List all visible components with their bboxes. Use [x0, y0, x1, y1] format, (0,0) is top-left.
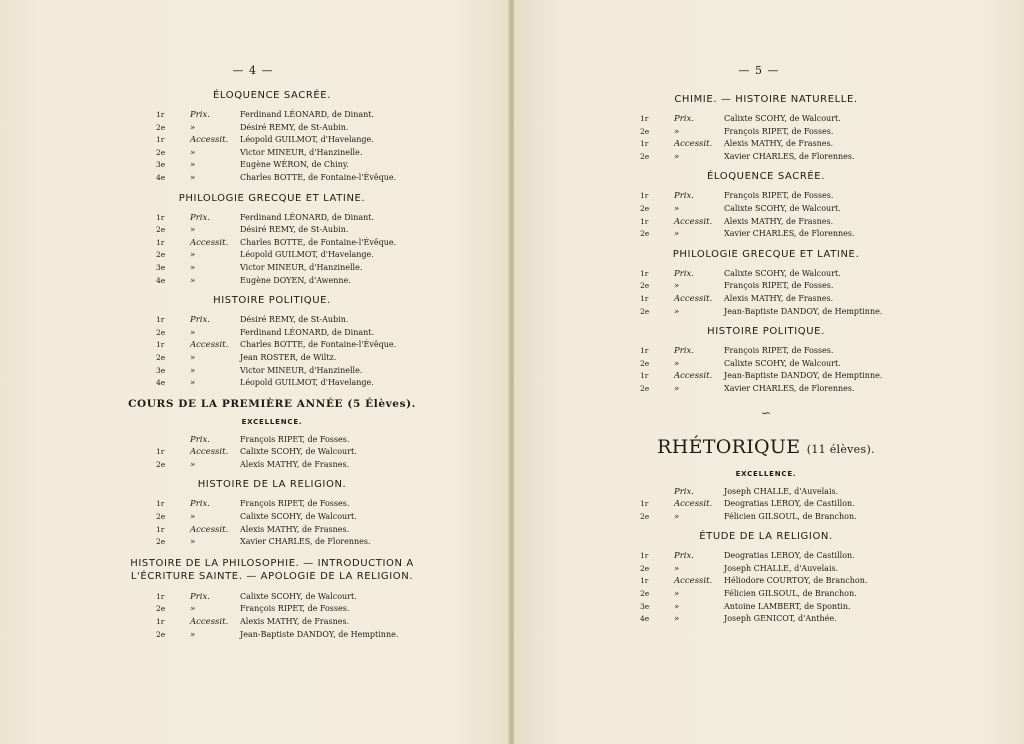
- award-entry: [636, 190, 896, 203]
- student-name: Calixte SCOHY, de Walcourt.: [240, 512, 357, 522]
- section-heading: HISTOIRE DE LA PHILOSOPHIE. — INTRODUCTION A L'ÉCRITURE SAINTE. — APOLOGIE DE LA RELIGION.: [130, 557, 414, 582]
- student-name: Ferdinand LÉONARD, de Dinant.: [240, 212, 375, 222]
- award-entry: [152, 249, 432, 262]
- student-name: Jean ROSTER, de Wiltz.: [240, 352, 337, 362]
- award-type: »: [674, 589, 680, 600]
- award-type: Prix.: [674, 551, 694, 562]
- award-entry: [152, 262, 432, 275]
- award-entry: [636, 498, 896, 511]
- section-heading: EXCELLENCE.: [735, 469, 797, 478]
- award-entry: [636, 138, 896, 151]
- award-rank: 2e: [156, 604, 166, 614]
- award-rank: 2e: [156, 327, 166, 337]
- award-type: Accessit.: [674, 139, 713, 150]
- award-entry: [152, 524, 432, 537]
- student-name: Calixte SCOHY, de Walcourt.: [724, 358, 841, 368]
- student-name: Léopold GUILMOT, d'Havelange.: [240, 135, 374, 145]
- award-entry: [636, 550, 896, 563]
- award-entry: [636, 306, 896, 319]
- award-type: »: [674, 151, 680, 162]
- award-type: Prix.: [674, 486, 694, 497]
- award-entry: [636, 293, 896, 306]
- award-type: »: [674, 203, 680, 214]
- award-entry: [152, 327, 432, 340]
- award-entry: [636, 601, 896, 614]
- section-heading: COURS DE LA PREMIÈRE ANNÉE (5 Élèves).: [128, 397, 416, 410]
- award-list: [636, 486, 896, 524]
- award-type: »: [190, 629, 196, 640]
- student-name: Eugène WÉRON, de Chiny.: [240, 160, 349, 170]
- section-heading: HISTOIRE POLITIQUE.: [213, 295, 331, 307]
- award-type: Prix.: [190, 434, 210, 445]
- student-name: Félicien GILSOUL, de Branchon.: [724, 589, 857, 599]
- student-name: Joseph GENICOT, d'Anthée.: [724, 614, 837, 624]
- award-rank: 2e: [156, 352, 166, 362]
- award-entry: [152, 237, 432, 250]
- award-rank: 1r: [156, 617, 165, 627]
- award-entry: [152, 536, 432, 549]
- award-rank: 1r: [640, 191, 649, 201]
- award-list: [152, 314, 432, 390]
- student-name: Alexis MATHY, de Frasnes.: [724, 139, 834, 149]
- award-entry: [636, 280, 896, 293]
- page-number: — 4 —: [232, 64, 274, 77]
- award-entry: [152, 109, 432, 122]
- award-entry: [152, 212, 432, 225]
- award-entry: [152, 591, 432, 604]
- award-entry: [636, 126, 896, 139]
- award-rank: 2e: [156, 512, 166, 522]
- award-rank: 4e: [156, 378, 166, 388]
- student-name: Joseph CHALLE, d'Auvelais.: [724, 563, 839, 573]
- award-entry: [152, 616, 432, 629]
- student-name: Calixte SCOHY, de Walcourt.: [240, 591, 357, 601]
- award-rank: 2e: [640, 358, 650, 368]
- award-rank: 3e: [156, 365, 166, 375]
- award-rank: 1r: [640, 499, 649, 509]
- student-name: Calixte SCOHY, de Walcourt.: [240, 447, 357, 457]
- student-name: François RIPET, de Fosses.: [724, 126, 834, 136]
- student-name: Désiré REMY, de St-Aubin.: [240, 225, 349, 235]
- award-entry: [636, 203, 896, 216]
- award-list: [152, 498, 432, 548]
- award-entry: [636, 486, 896, 499]
- award-entry: [636, 113, 896, 126]
- award-entry: [152, 159, 432, 172]
- award-type: Prix.: [190, 212, 210, 223]
- section-title: RHÉTORIQUE: [657, 435, 801, 458]
- student-name: Calixte SCOHY, de Walcourt.: [724, 268, 841, 278]
- award-rank: 1r: [640, 576, 649, 586]
- award-rank: 3e: [640, 601, 650, 611]
- award-type: »: [190, 327, 196, 338]
- award-list: [636, 113, 896, 163]
- award-entry: [636, 575, 896, 588]
- award-type: »: [190, 352, 196, 363]
- section-heading: PHILOLOGIE GRECQUE ET LATINE.: [178, 192, 366, 204]
- award-list: [636, 550, 896, 626]
- award-rank: 2e: [640, 281, 650, 291]
- award-type: Accessit.: [190, 237, 229, 248]
- award-type: »: [190, 275, 196, 286]
- award-type: »: [190, 250, 196, 261]
- award-list: [152, 434, 432, 472]
- student-name: Charles BOTTE, de Fontaine-l'Évêque.: [240, 340, 397, 350]
- award-rank: 1r: [640, 346, 649, 356]
- award-list: [636, 268, 896, 318]
- right-page-content: [636, 90, 896, 634]
- award-type: Accessit.: [190, 617, 229, 628]
- award-entry: [636, 268, 896, 281]
- award-rank: 2e: [640, 589, 650, 599]
- student-name: Jean-Baptiste DANDOY, de Hemptinne.: [240, 629, 399, 639]
- award-rank: 1r: [640, 268, 649, 278]
- award-type: »: [190, 262, 196, 273]
- student-name: François RIPET, de Fosses.: [724, 281, 834, 291]
- student-name: Victor MINEUR, d'Hanzinelle.: [240, 147, 363, 157]
- award-rank: 1r: [156, 237, 165, 247]
- award-type: »: [674, 563, 680, 574]
- student-name: Alexis MATHY, de Frasnes.: [240, 459, 350, 469]
- award-entry: [152, 446, 432, 459]
- student-name: Alexis MATHY, de Frasnes.: [724, 216, 834, 226]
- award-type: Prix.: [674, 346, 694, 357]
- student-name: Calixte SCOHY, de Walcourt.: [724, 203, 841, 213]
- award-entry: [152, 511, 432, 524]
- award-list: [636, 190, 896, 240]
- award-type: »: [674, 306, 680, 317]
- award-type: »: [190, 604, 196, 615]
- award-rank: 2e: [640, 229, 650, 239]
- award-entry: [636, 370, 896, 383]
- award-rank: 2e: [156, 537, 166, 547]
- award-rank: 1r: [156, 591, 165, 601]
- left-page-content: [112, 86, 432, 649]
- award-rank: 2e: [156, 629, 166, 639]
- section-heading: [636, 436, 896, 458]
- student-name: Léopold GUILMOT, d'Havelange.: [240, 378, 374, 388]
- student-name: Eugène DOYEN, d'Awenne.: [240, 275, 351, 285]
- student-name: Deogratias LEROY, de Castillon.: [724, 551, 855, 561]
- award-type: Accessit.: [674, 371, 713, 382]
- award-entry: [636, 511, 896, 524]
- award-entry: [152, 459, 432, 472]
- award-type: »: [190, 225, 196, 236]
- award-type: »: [190, 160, 196, 171]
- award-rank: 3e: [156, 160, 166, 170]
- student-name: Alexis MATHY, de Frasnes.: [240, 617, 350, 627]
- award-entry: [152, 275, 432, 288]
- award-type: »: [190, 365, 196, 376]
- student-name: Héliodore COURTOY, de Branchon.: [724, 576, 868, 586]
- award-list: [636, 345, 896, 395]
- award-entry: [636, 563, 896, 576]
- award-entry: [152, 122, 432, 135]
- student-name: Calixte SCOHY, de Walcourt.: [724, 114, 841, 123]
- award-rank: 2e: [156, 122, 166, 132]
- award-rank: 2e: [640, 383, 650, 393]
- award-type: »: [190, 537, 196, 548]
- award-rank: 4e: [156, 275, 166, 285]
- award-entry: [152, 629, 432, 642]
- award-type: Prix.: [674, 114, 694, 124]
- award-entry: [636, 151, 896, 164]
- award-type: Accessit.: [674, 216, 713, 227]
- award-type: Accessit.: [674, 499, 713, 510]
- student-name: Charles BOTTE, de Fontaine-l'Évêque.: [240, 172, 397, 182]
- award-entry: [152, 134, 432, 147]
- award-type: Accessit.: [674, 576, 713, 587]
- award-type: »: [674, 383, 680, 394]
- award-entry: [636, 345, 896, 358]
- award-rank: 1r: [640, 216, 649, 226]
- award-type: Prix.: [674, 191, 694, 202]
- student-name: Jean-Baptiste DANDOY, de Hemptinne.: [724, 371, 883, 381]
- award-type: Accessit.: [190, 340, 229, 351]
- award-rank: 1r: [156, 340, 165, 350]
- award-list: [152, 591, 432, 641]
- award-entry: [152, 314, 432, 327]
- award-rank: 1r: [156, 499, 165, 509]
- award-rank: 1r: [156, 212, 165, 222]
- student-name: Joseph CHALLE, d'Auvelais.: [724, 486, 839, 496]
- award-type: Prix.: [190, 110, 210, 120]
- page-number: — 5 —: [738, 64, 780, 77]
- student-name: Xavier CHARLES, de Florennes.: [724, 151, 855, 161]
- student-name: Félicien GILSOUL, de Branchon.: [724, 511, 857, 521]
- award-entry: [152, 603, 432, 616]
- award-rank: 2e: [156, 459, 166, 469]
- award-type: »: [190, 459, 196, 470]
- award-type: »: [190, 172, 196, 183]
- award-type: Accessit.: [190, 135, 229, 146]
- student-name: François RIPET, de Fosses.: [240, 499, 350, 509]
- student-name: Xavier CHARLES, de Florennes.: [724, 229, 855, 239]
- award-rank: 4e: [640, 614, 650, 624]
- award-rank: 1r: [156, 524, 165, 534]
- student-name: Jean-Baptiste DANDOY, de Hemptinne.: [724, 306, 883, 316]
- award-rank: 2e: [640, 563, 650, 573]
- award-type: »: [190, 378, 196, 389]
- award-rank: 1r: [640, 114, 649, 123]
- award-type: Accessit.: [674, 293, 713, 304]
- award-entry: [152, 365, 432, 378]
- award-entry: [636, 228, 896, 241]
- section-subtitle: (11 élèves).: [806, 442, 875, 456]
- award-rank: 2e: [640, 151, 650, 161]
- student-name: Désiré REMY, de St-Aubin.: [240, 122, 349, 132]
- student-name: François RIPET, de Fosses.: [240, 604, 350, 614]
- award-rank: 2e: [640, 511, 650, 521]
- section-heading: ÉTUDE DE LA RELIGION.: [699, 531, 833, 543]
- award-type: Accessit.: [190, 524, 229, 535]
- award-type: Prix.: [674, 268, 694, 279]
- award-rank: 4e: [156, 172, 166, 182]
- award-rank: 2e: [640, 203, 650, 213]
- award-rank: 2e: [156, 147, 166, 157]
- student-name: Xavier CHARLES, de Florennes.: [240, 537, 371, 547]
- student-name: Léopold GUILMOT, d'Havelange.: [240, 250, 374, 260]
- award-type: »: [674, 281, 680, 292]
- section-heading: ÉLOQUENCE SACRÉE.: [706, 171, 826, 183]
- award-entry: [152, 498, 432, 511]
- award-type: »: [674, 126, 680, 137]
- award-entry: [152, 339, 432, 352]
- award-type: Prix.: [190, 499, 210, 510]
- award-entry: [636, 588, 896, 601]
- award-rank: 2e: [640, 306, 650, 316]
- award-rank: 1r: [640, 551, 649, 561]
- student-name: Victor MINEUR, d'Hanzinelle.: [240, 365, 363, 375]
- student-name: François RIPET, de Fosses.: [240, 434, 350, 444]
- section-heading: HISTOIRE POLITIQUE.: [707, 326, 825, 338]
- student-name: Alexis MATHY, de Frasnes.: [240, 524, 350, 534]
- student-name: Désiré REMY, de St-Aubin.: [240, 315, 349, 325]
- award-entry: [152, 172, 432, 185]
- section-heading: ÉLOQUENCE SACRÉE.: [212, 90, 332, 101]
- student-name: Antoine LAMBERT, de Spontin.: [724, 601, 851, 611]
- section-heading: PHILOLOGIE GRECQUE ET LATINE.: [672, 248, 860, 260]
- award-entry: [152, 352, 432, 365]
- award-entry: [636, 358, 896, 371]
- student-name: Deogratias LEROY, de Castillon.: [724, 499, 855, 509]
- award-type: Prix.: [190, 591, 210, 602]
- section-heading: HISTOIRE DE LA RELIGION.: [197, 479, 347, 491]
- award-rank: 2e: [156, 250, 166, 260]
- award-entry: [636, 613, 896, 626]
- student-name: François RIPET, de Fosses.: [724, 191, 834, 201]
- award-rank: 1r: [156, 135, 165, 145]
- award-rank: 1r: [156, 447, 165, 457]
- award-entry: [636, 216, 896, 229]
- section-heading: CHIMIE. — HISTOIRE NATURELLE.: [674, 94, 858, 105]
- award-type: »: [674, 229, 680, 240]
- award-entry: [152, 377, 432, 390]
- award-rank: 2e: [156, 225, 166, 235]
- award-rank: 1r: [640, 371, 649, 381]
- student-name: Alexis MATHY, de Frasnes.: [724, 293, 834, 303]
- award-entry: [636, 383, 896, 396]
- award-type: »: [190, 122, 196, 133]
- student-name: Xavier CHARLES, de Florennes.: [724, 383, 855, 393]
- award-entry: [152, 224, 432, 237]
- award-entry: [152, 147, 432, 160]
- award-type: »: [674, 614, 680, 625]
- student-name: Victor MINEUR, d'Hanzinelle.: [240, 262, 363, 272]
- award-rank: 1r: [640, 139, 649, 149]
- award-list: [152, 109, 432, 185]
- award-rank: 3e: [156, 262, 166, 272]
- award-rank: 1r: [640, 293, 649, 303]
- student-name: Ferdinand LÉONARD, de Dinant.: [240, 327, 375, 337]
- right-page: [514, 0, 1024, 744]
- left-page: [0, 0, 510, 744]
- student-name: François RIPET, de Fosses.: [724, 346, 834, 356]
- award-type: Prix.: [190, 315, 210, 326]
- award-type: »: [190, 512, 196, 523]
- student-name: Ferdinand LÉONARD, de Dinant.: [240, 110, 375, 119]
- award-type: »: [674, 358, 680, 369]
- award-type: Accessit.: [190, 447, 229, 458]
- section-heading: EXCELLENCE.: [241, 417, 303, 426]
- award-type: »: [674, 601, 680, 612]
- award-rank: 1r: [156, 110, 165, 119]
- award-type: »: [190, 147, 196, 158]
- ornament-divider: ∽: [760, 405, 772, 420]
- award-rank: 2e: [640, 126, 650, 136]
- award-entry: [152, 434, 432, 447]
- award-rank: 1r: [156, 315, 165, 325]
- student-name: Charles BOTTE, de Fontaine-l'Évêque.: [240, 237, 397, 247]
- award-list: [152, 212, 432, 288]
- award-type: »: [674, 511, 680, 522]
